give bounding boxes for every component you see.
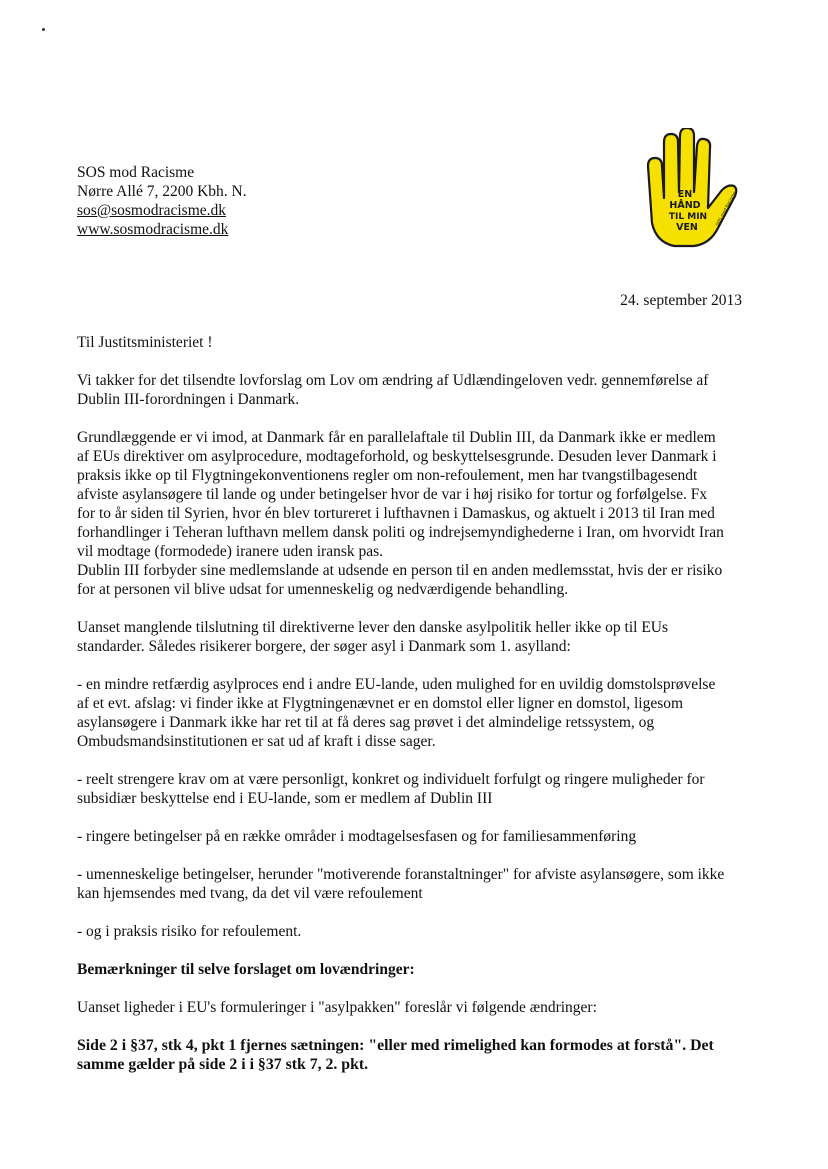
body-line: - umenneskelige betingelser, herunder "motiverende foranstaltninger" for afviste asylansøgere, som ikke <box>77 866 725 883</box>
logo-line-4: VEN <box>676 222 698 233</box>
body-line: - en mindre retfærdig asylproces end i andre EU-lande, uden mulighed for en uvildig domstolsprøvelse <box>77 676 716 693</box>
proposal-paragraph <box>77 1036 749 1074</box>
logo-line-1: EN <box>677 189 693 200</box>
sender-name: SOS mod Racisme <box>77 164 195 181</box>
body-line: standarder. Således risikerer borgere, der søger asyl i Danmark som 1. asylland: <box>77 638 571 655</box>
body-paragraph <box>77 827 749 846</box>
hand-logo-icon <box>638 128 748 253</box>
body-paragraphs <box>77 371 749 941</box>
sender-website-link[interactable]: www.sosmodracisme.dk <box>77 221 229 238</box>
body-paragraph <box>77 770 749 808</box>
body-paragraph <box>77 922 749 941</box>
body-line: asylansøgere i Danmark ikke har ret til at få deres sag prøvet i det almindelige retssystem, og <box>77 714 655 731</box>
body-line: Ombudsmandsinstitutionen er sat ud af kraft i disse sager. <box>77 733 436 750</box>
body-line: Dublin III-forordningen i Danmark. <box>77 391 300 408</box>
proposal-line: Side 2 i §37, stk 4, pkt 1 fjernes sætningen: "eller med rimelighed kan formodes at forstå". Det <box>77 1037 714 1054</box>
body-line: subsidiær beskyttelse end i EU-lande, som er medlem af Dublin III <box>77 790 493 807</box>
proposal-line: samme gælder på side 2 i i §37 stk 7, 2. pkt. <box>77 1056 369 1073</box>
remarks-intro: Uanset ligheder i EU's formuleringer i "asylpakken" foreslår vi følgende ændringer: <box>77 999 597 1016</box>
body-line: for to år siden til Syrien, hvor én blev tortureret i lufthavnen i Damaskus, og aktuelt i 2013 til Iran med <box>77 505 715 522</box>
body-line: Uanset manglende tilslutning til direktiverne lever den danske asylpolitik heller ikke op til EUs <box>77 619 669 636</box>
remarks-heading: Bemærkninger til selve forslaget om lovændringer: <box>77 961 415 978</box>
logo-line-3: TIL MIN <box>668 212 708 222</box>
body-paragraph <box>77 371 749 409</box>
letter-body <box>77 333 749 1093</box>
body-line: Grundlæggende er vi imod, at Danmark får en parallelaftale til Dublin III, da Danmark ikke er medlem <box>77 429 716 446</box>
body-line: vil modtage (formodede) iranere uden iransk pas. <box>77 543 384 560</box>
body-line: - reelt strengere krav om at være personligt, konkret og individuelt forfulgt og ringere muligheder for <box>77 771 705 788</box>
body-line: af et evt. afslag: vi finder ikke at Flygtningenævnet er en domstol eller ligner en domstol, ligesom <box>77 695 684 712</box>
logo-side-text: SOS mod Racisme <box>714 190 737 227</box>
sender-email-link[interactable]: sos@sosmodracisme.dk <box>77 202 227 219</box>
body-paragraph <box>77 865 749 903</box>
body-paragraph <box>77 675 749 751</box>
letter-date: 24. september 2013 <box>620 292 742 309</box>
body-line: afviste asylansøgere til lande og under betingelser hvor de var i høj risiko for tortur og forfølgelse. Fx <box>77 486 708 503</box>
body-line: af EUs direktiver om asylprocedure, modtageforhold, og beskyttelsesgrunde. Desuden lever Danmark i <box>77 448 717 465</box>
sender-address: Nørre Allé 7, 2200 Kbh. N. <box>77 183 247 200</box>
logo-line-2: HÅND <box>669 200 701 211</box>
sender-block <box>77 163 247 239</box>
body-line: - og i praksis risiko for refoulement. <box>77 923 302 940</box>
body-line: forhandlinger i Teheran lufthavn mellem dansk politi og indrejsemyndighederne i Iran, om hvorvidt Iran <box>77 524 724 541</box>
salutation: Til Justitsministeriet ! <box>77 334 213 351</box>
body-paragraph <box>77 428 749 599</box>
body-paragraph <box>77 618 749 656</box>
body-line: Dublin III forbyder sine medlemslande at udsende en person til en anden medlemsstat, hvis der er risiko <box>77 562 723 579</box>
body-line: for at personen vil blive udsat for umenneskelig og nedværdigende behandling. <box>77 581 569 598</box>
body-line: - ringere betingelser på en række områder i modtagelsesfasen og for familiesammenføring <box>77 828 637 845</box>
body-line: praksis ikke op til Flygtningekonventionens regler om non-refoulement, men har tvangstilbagesendt <box>77 467 698 484</box>
body-line: Vi takker for det tilsendte lovforslag om Lov om ændring af Udlændingeloven vedr. gennemførelse af <box>77 372 709 389</box>
body-line: kan hjemsendes med tvang, da det vil være refoulement <box>77 885 423 902</box>
scan-speck <box>42 28 45 31</box>
